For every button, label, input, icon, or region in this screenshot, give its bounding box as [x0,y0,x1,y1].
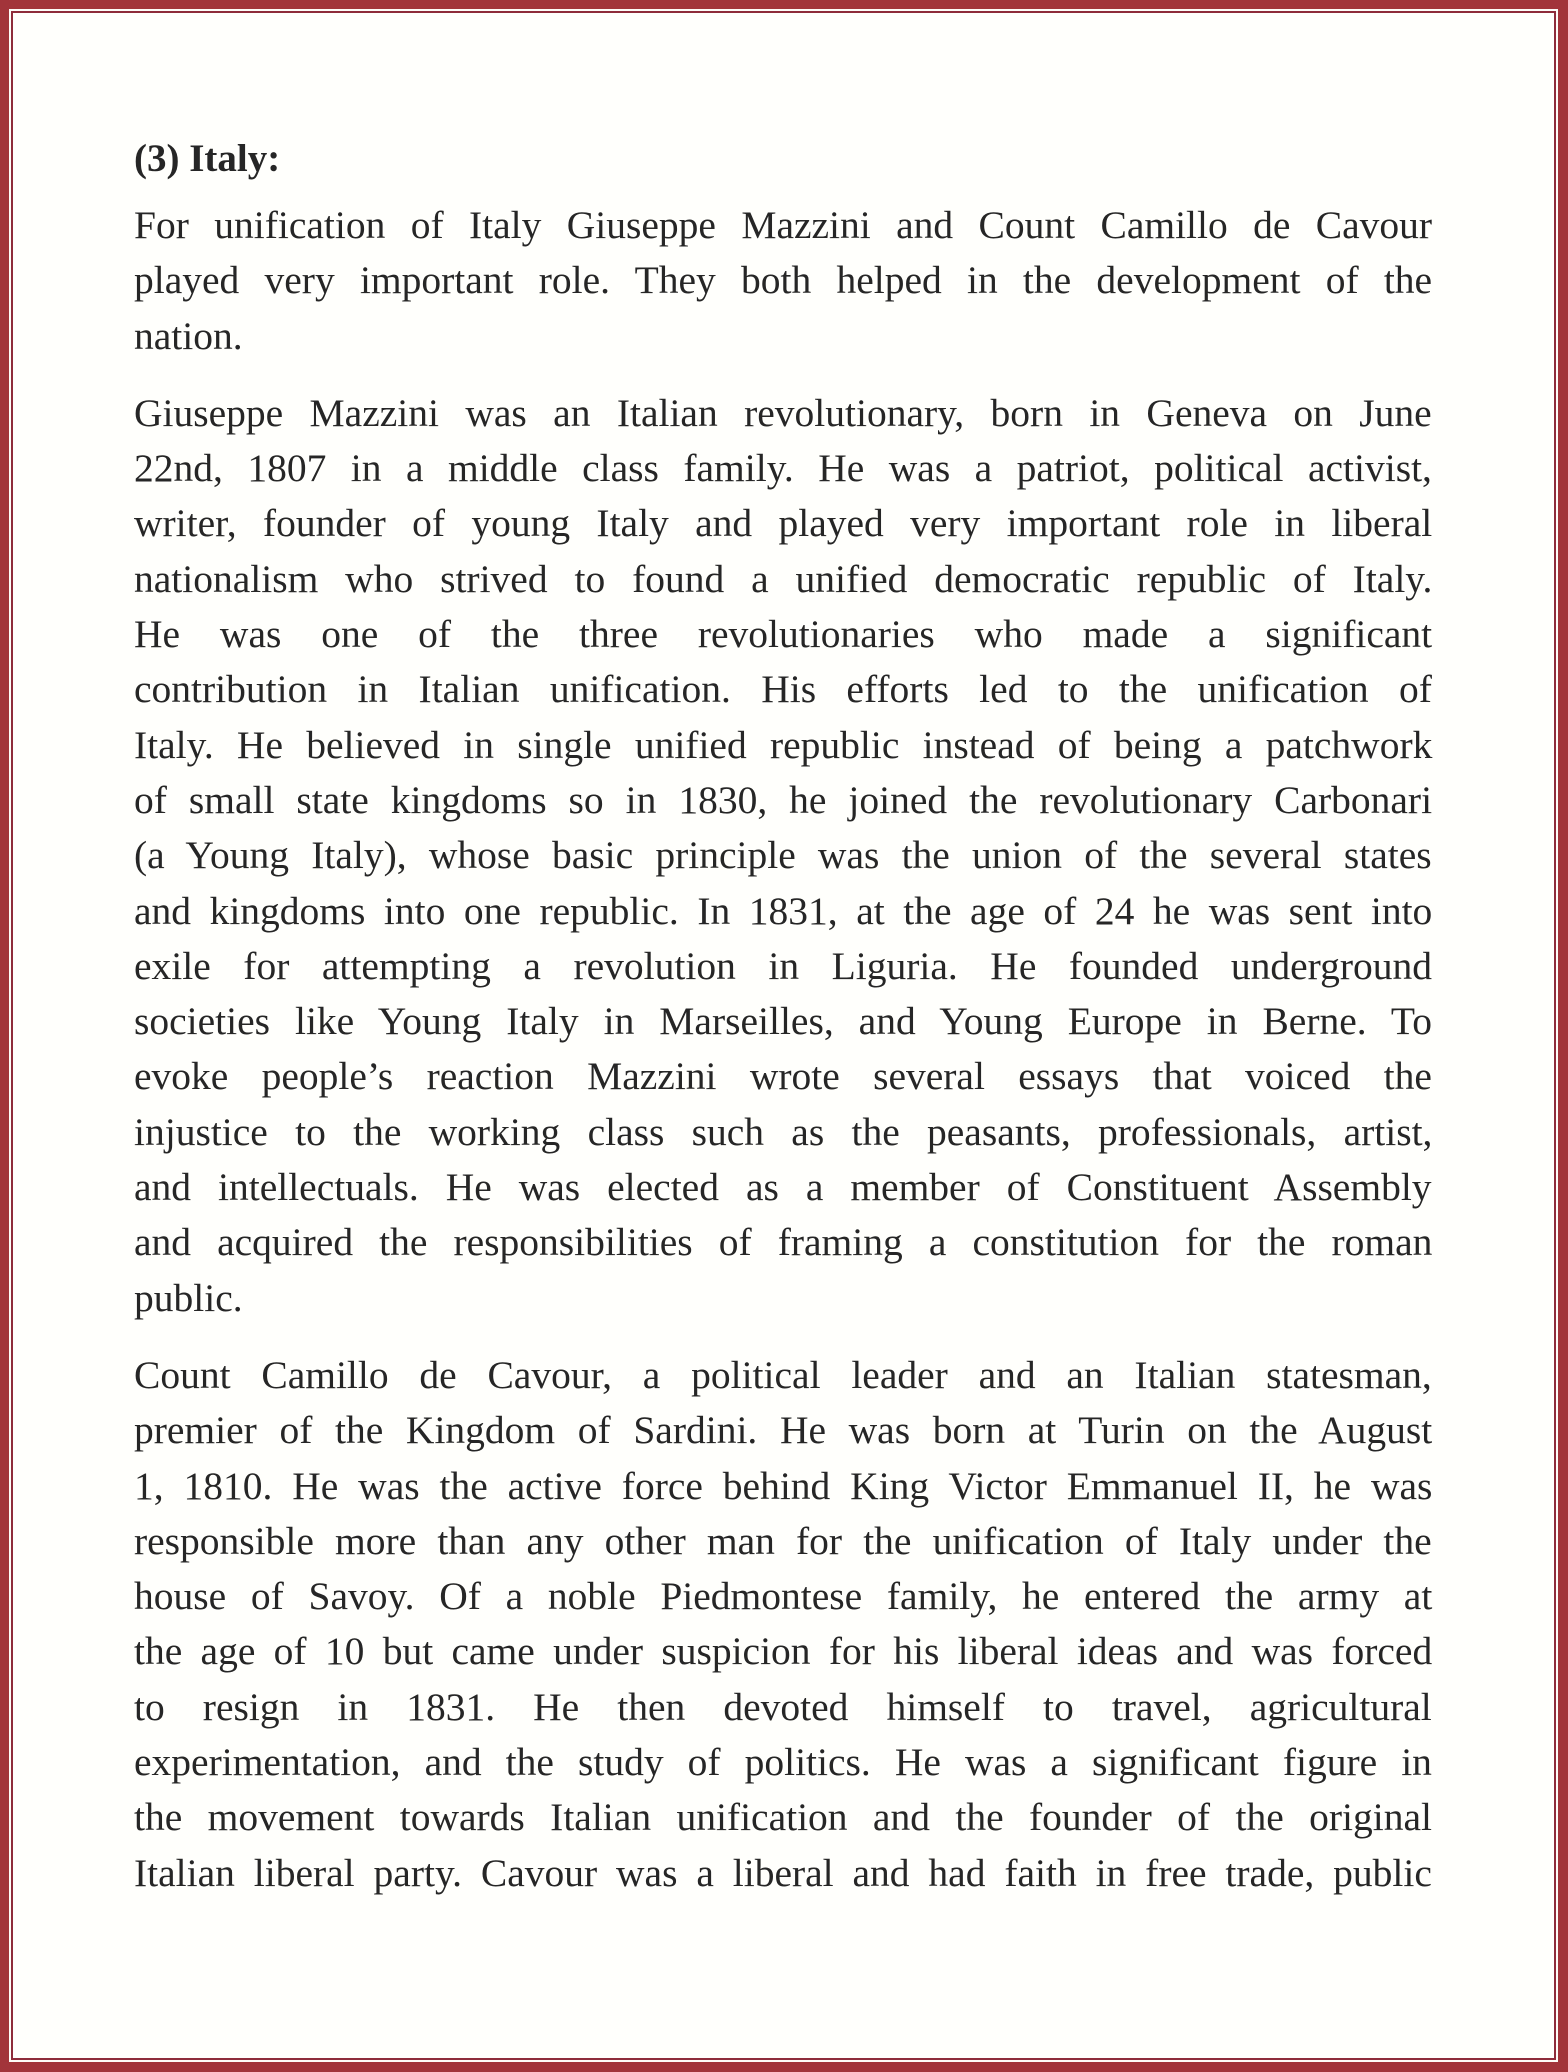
text-line: 22nd, 1807 in a middle class family. He was a patriot, political activist, [134,446,1432,491]
text-line: (a Young Italy), whose basic principle was the union of the several states [134,833,1432,878]
text-line: writer, founder of young Italy and played very important role in liberal [134,501,1433,546]
text-line: Italy. He believed in single unified republic instead of being a patchwork [134,722,1433,767]
text-line: and kingdoms into one republic. In 1831, at the age of 24 he was sent into [134,888,1433,933]
section-heading: (3) Italy: [134,137,281,180]
text-line: premier of the Kingdom of Sardini. He was born at Turin on the August [134,1408,1433,1453]
text-line: nation. [134,313,243,358]
text-line: the age of 10 but came under suspicion for his liberal ideas and was forced [134,1629,1433,1674]
text-line: exile for attempting a revolution in Liguria. He founded underground [134,943,1433,988]
text-line: evoke people’s reaction Mazzini wrote several essays that voiced the [134,1054,1432,1099]
text-line: public. [134,1275,243,1320]
paragraph-cavour [134,1348,1432,1901]
text-line: and intellectuals. He was elected as a member of Constituent Assembly [134,1165,1432,1210]
text-line: house of Savoy. Of a noble Piedmontese family, he entered the army at [134,1574,1433,1619]
text-line: contribution in Italian unification. His efforts led to the unification of [134,667,1432,712]
text-line: Count Camillo de Cavour, a political leader and an Italian statesman, [134,1352,1432,1397]
text-line: societies like Young Italy in Marseilles, and Young Europe in Berne. To [134,999,1433,1044]
text-line: to resign in 1831. He then devoted himself to travel, agricultural [134,1684,1432,1729]
document-body [134,131,1432,1923]
text-line: and acquired the responsibilities of framing a constitution for the roman [134,1220,1433,1265]
text-line: played very important role. They both helped in the development of the [134,258,1433,303]
text-line: He was one of the three revolutionaries who made a significant [134,612,1433,657]
paragraph-intro [134,198,1432,364]
text-line: experimentation, and the study of politics. He was a significant figure in [134,1740,1432,1785]
text-line: injustice to the working class such as the peasants, professionals, artist, [134,1109,1433,1154]
text-line: responsible more than any other man for the unification of Italy under the [134,1518,1432,1563]
text-line: of small state kingdoms so in 1830, he joined the revolutionary Carbonari [134,777,1433,822]
text-line: For unification of Italy Giuseppe Mazzini and Count Camillo de Cavour [134,203,1433,247]
text-line: nationalism who strived to found a unified democratic republic of Italy. [134,556,1433,601]
text-line: Giuseppe Mazzini was an Italian revolutionary, born in Geneva on June [134,390,1432,435]
text-line: Italian liberal party. Cavour was a liberal and had faith in free trade, public [134,1850,1432,1895]
text-line: the movement towards Italian unification and the founder of the original [134,1795,1432,1840]
text-line: 1, 1810. He was the active force behind King Victor Emmanuel II, he was [134,1463,1433,1508]
paragraph-mazzini [134,386,1432,1326]
